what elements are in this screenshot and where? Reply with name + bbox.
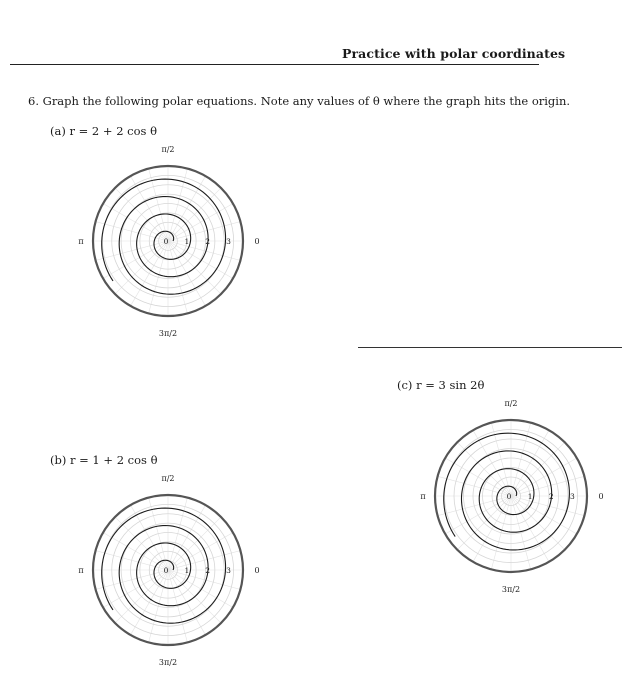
angle-label-zero: 0 — [254, 566, 260, 575]
angle-label-zero: 0 — [254, 237, 260, 246]
page-title: Practice with polar coordinates — [342, 46, 566, 61]
angle-label-half-pi: π/2 — [504, 399, 518, 408]
angle-label-pi: π — [420, 492, 426, 501]
radial-tick-1: 1 — [184, 237, 190, 246]
radial-tick-2: 2 — [548, 492, 554, 501]
radial-tick-3: 3 — [226, 237, 231, 246]
angle-label-zero: 0 — [598, 492, 604, 501]
angle-label-pi: π — [78, 566, 84, 575]
angle-label-three-half-pi: 3π/2 — [158, 658, 178, 667]
angle-label-half-pi: π/2 — [161, 145, 175, 154]
radial-tick-1: 1 — [184, 566, 190, 575]
radial-tick-0: 0 — [506, 492, 512, 501]
radial-tick-3: 3 — [226, 566, 231, 575]
radial-tick-0: 0 — [163, 237, 169, 246]
radial-tick-2: 2 — [205, 237, 211, 246]
problem-statement: 6. Graph the following polar equations. Note any values of θ where the graph hits the origin. — [28, 94, 571, 108]
part-b-label: (b) r = 1 + 2 cos θ — [50, 453, 158, 467]
radial-tick-2: 2 — [205, 566, 211, 575]
angle-label-half-pi: π/2 — [161, 474, 175, 483]
angle-label-three-half-pi: 3π/2 — [158, 329, 178, 338]
part-c-label: (c) r = 3 sin 2θ — [397, 378, 485, 392]
angle-label-pi: π — [78, 237, 84, 246]
radial-tick-0: 0 — [163, 566, 169, 575]
angle-label-three-half-pi: 3π/2 — [501, 585, 521, 594]
radial-tick-3: 3 — [569, 492, 575, 501]
part-a-label: (a) r = 2 + 2 cos θ — [50, 124, 158, 138]
radial-tick-1: 1 — [527, 492, 533, 501]
